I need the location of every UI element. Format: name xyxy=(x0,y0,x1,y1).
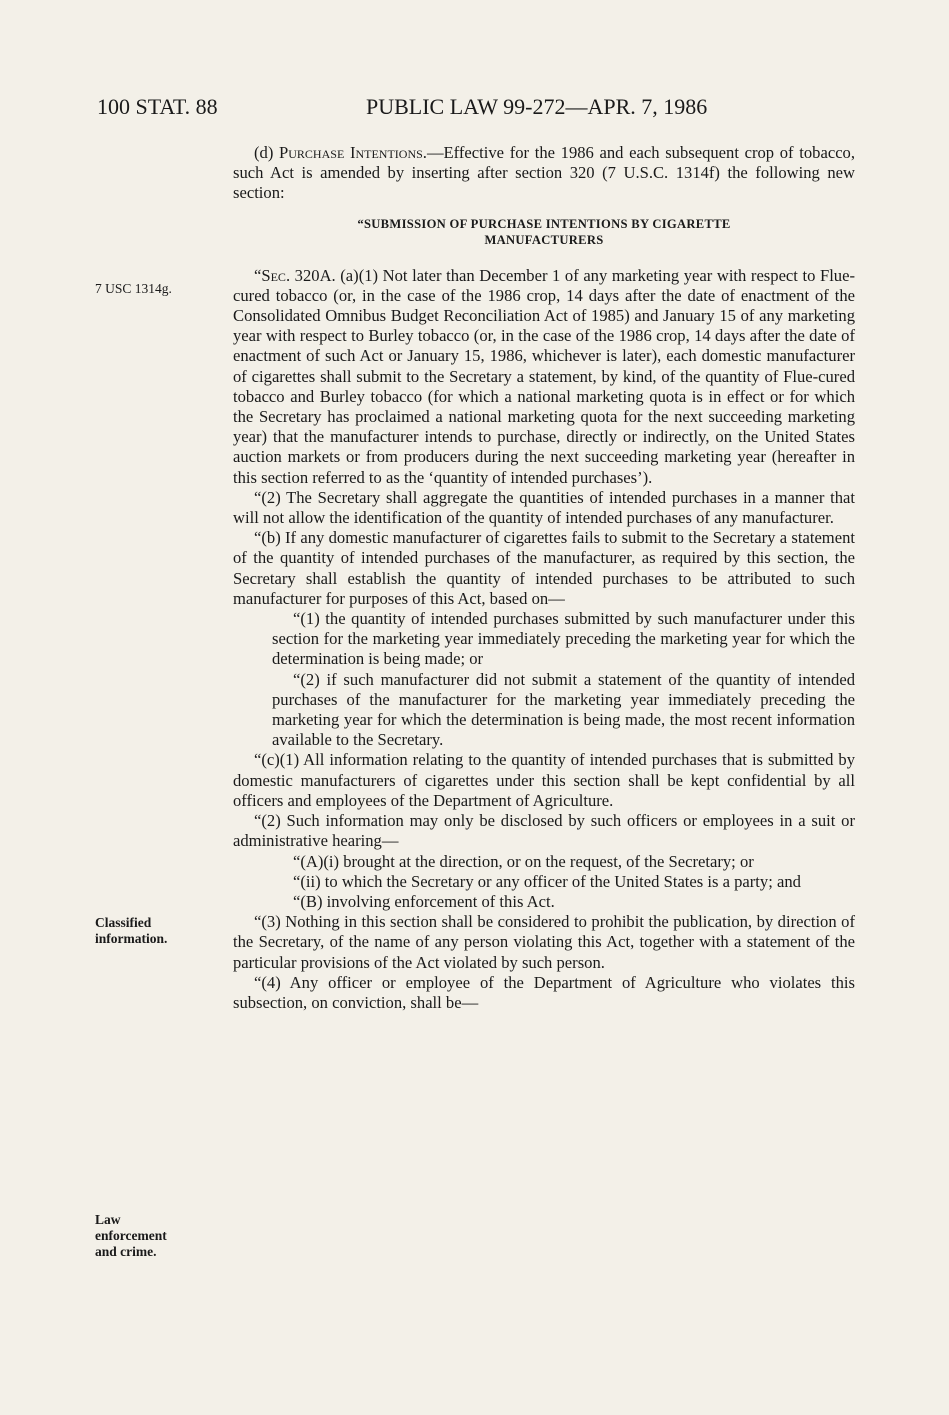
margin-note-line: Law xyxy=(95,1212,121,1227)
section-heading xyxy=(233,216,855,248)
paragraph-c4: “(4) Any officer or employee of the Department of Agriculture who violates this subsection, on conviction, shall be— xyxy=(233,972,855,1012)
paragraph-c1: “(c)(1) All information relating to the quantity of intended purchases that is submitted by domestic manufacturers of cigarettes under this section shall be kept confidential by all officers and employees of the Department of Agriculture. xyxy=(233,750,855,810)
margin-note-classified xyxy=(95,915,167,947)
statute-body xyxy=(233,143,855,1013)
paragraph-b2: “(2) if such manufacturer did not submit a statement of the quantity of intended purchases of the manufacturer for the marketing year immediately preceding the marketing year for which the determination is being made, the most recent information available to the Secretary. xyxy=(272,669,855,750)
paragraph-text: —Effective for the 1986 and each subsequent crop of tobacco, such Act is amended by inserting after section 320 (7 U.S.C. 1314f) the following new section: xyxy=(233,143,855,203)
section-heading-line: “SUBMISSION OF PURCHASE INTENTIONS BY CIGARETTE xyxy=(357,216,731,231)
margin-note-law-enforcement xyxy=(95,1212,167,1260)
paragraph-d xyxy=(233,143,855,204)
margin-note-line: and crime. xyxy=(95,1244,157,1259)
public-law-title: PUBLIC LAW 99-272—APR. 7, 1986 xyxy=(366,94,708,119)
paragraph-c2a: “(A)(i) brought at the direction, or on the request, of the Secretary; or xyxy=(293,851,754,871)
paragraph-c3: “(3) Nothing in this section shall be considered to prohibit the publication, by direction of the Secretary, of the name of any person violating this Act, together with a statement of the particular provisions of the Act violated by such person. xyxy=(233,912,855,972)
paragraph-text: 320A. (a)(1) Not later than December 1 of any marketing year with respect to Flue-cured tobacco (or, in the case of the 1986 crop, 14 days after the date of enactment of the Consolidated Omnibus Budget Reconciliation Act of 1985) and January 15 of any marketing year with respect to Burley tobacco (or, in the case of the 1986 crop, 14 days after the date of enactment of such Act or January 15, 1986, whichever is later), each domestic manufacturer of cigarettes shall submit to the Secretary a statement, by kind, of the quantity of Flue-cured tobacco and Burley tobacco (for which a national marketing quota is in effect or for which the Secretary has proclaimed a national marketing quota for the next succeeding marketing year) that the manufacturer intends to purchase, directly or indirectly, on the United States auction markets or from producers during the next succeeding marketing year (hereafter in this section referred to as the ‘quantity of intended purchases’). xyxy=(233,265,855,487)
paragraph-b1: “(1) the quantity of intended purchases submitted by such manufacturer under this section for the marketing year immediately preceding the marketing year for which the determination is being made; or xyxy=(272,609,855,669)
quote-mark: “ xyxy=(254,265,262,285)
paragraph-c2: “(2) Such information may only be disclosed by such officers or employees in a suit or administrative hearing— xyxy=(233,811,855,851)
margin-note-line: information. xyxy=(95,931,168,946)
section-label: Sec. xyxy=(261,265,291,285)
paragraph-a2: “(2) The Secretary shall aggregate the quantities of intended purchases in a manner that will not allow the identification of the quantity of intended purchases of any manufacturer. xyxy=(233,487,855,528)
paragraph-label: (d) xyxy=(254,143,280,162)
margin-note-line: enforcement xyxy=(95,1228,167,1243)
paragraph-c2b: “(B) involving enforcement of this Act. xyxy=(293,891,555,911)
statute-page-number: 100 STAT. 88 xyxy=(97,94,218,119)
paragraph-b: “(b) If any domestic manufacturer of cigarettes fails to submit to the Secretary a statement of the quantity of intended purchases of the manufacturer, as required by this section, the Secretary shall establish the quantity of intended purchases to be attributed to such manufacturer for purposes of this Act, based on— xyxy=(233,528,855,608)
section-title: Purchase Intentions. xyxy=(279,143,427,162)
margin-note-usc: 7 USC 1314g. xyxy=(95,281,172,296)
paragraph-c2aii: “(ii) to which the Secretary or any officer of the United States is a party; and xyxy=(293,871,801,891)
section-heading-line: MANUFACTURERS xyxy=(484,232,604,247)
margin-note-line: Classified xyxy=(95,915,152,930)
paragraph-a1 xyxy=(233,266,855,488)
